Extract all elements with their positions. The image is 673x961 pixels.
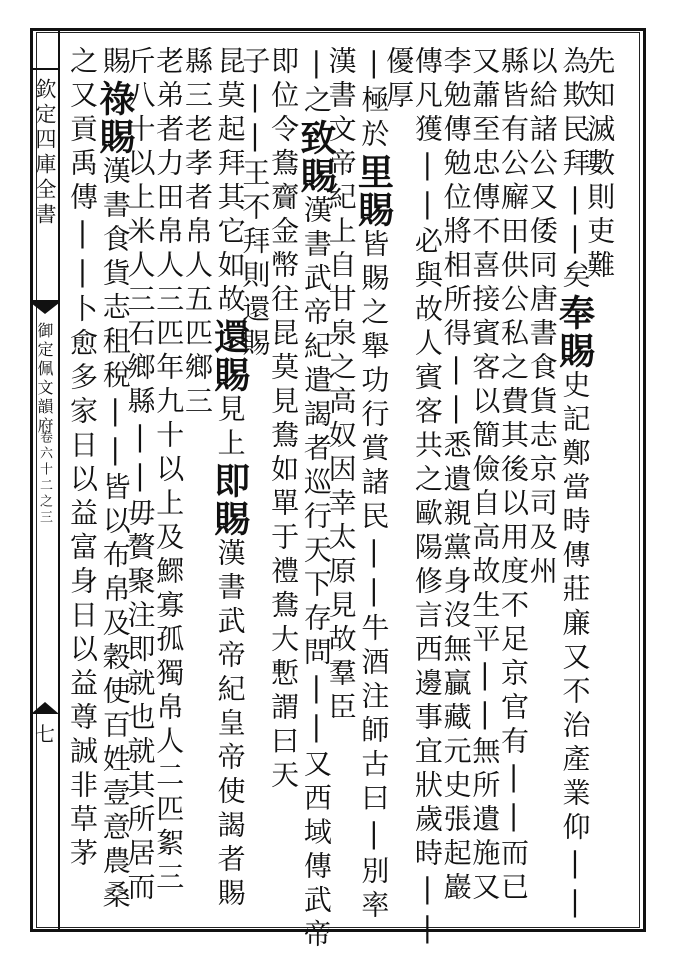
text-run: 老弟者力田帛人三匹年九十以上及鰥寡孤獨帛人二匹絮三 bbox=[152, 46, 186, 896]
text-run: 子||王不拜則還賜 bbox=[238, 46, 272, 362]
text-run: 漢書武帝紀皇帝使謁者賜 bbox=[213, 538, 247, 912]
text-column bbox=[208, 46, 251, 912]
headword: 還賜 bbox=[208, 318, 251, 394]
text-run: 傳凡獲||必與故人賓客共之歐陽修言西邊事宜狀歲時|| bbox=[410, 46, 444, 950]
text-column bbox=[66, 46, 99, 872]
text-run: 漢書文帝紀上自甘泉之高奴因幸太原見故羣臣 bbox=[324, 46, 358, 726]
margin-volume: 卷六十二之三 bbox=[37, 430, 52, 526]
text-run: 史記鄭當時傳莊廉又不治產業仰|| bbox=[558, 370, 592, 924]
text-run: |極於 bbox=[357, 46, 391, 153]
text-run: 漢書食貨志租稅||皆以布帛及穀使百姓壹意農桑 bbox=[98, 156, 132, 914]
text-run: 李勉傳勉位將相所得||悉遺親黨身沒無贏藏元史張起巖 bbox=[439, 46, 473, 906]
text-run: 縣皆有公廨田供公私之費其後以用度不足京官有||而已 bbox=[497, 46, 531, 906]
text-run: 又蕭至忠傳不喜接賓客以簡儉自高故生平||無所遺施又 bbox=[468, 46, 502, 906]
text-column bbox=[267, 46, 301, 794]
text-column bbox=[525, 46, 559, 590]
text-run: 見上 bbox=[213, 394, 247, 462]
text-column bbox=[152, 46, 186, 896]
headword: 即賜 bbox=[208, 462, 251, 538]
text-column bbox=[553, 46, 596, 924]
headword: 里賜 bbox=[352, 153, 395, 229]
text-column bbox=[410, 46, 444, 950]
text-column bbox=[352, 46, 395, 924]
text-run: 先知滅數則吏難 bbox=[583, 46, 617, 284]
text-run: 昆莫起拜其它如故 bbox=[213, 46, 247, 318]
text-run: 皆賜之舉功行賞諸民||牛酒注師古曰|別率 bbox=[357, 229, 391, 924]
text-run: 賜 bbox=[98, 46, 132, 80]
text-column bbox=[180, 46, 214, 420]
fishtail-mark-top bbox=[31, 300, 59, 316]
text-run: 為欺民拜||矣 bbox=[558, 46, 592, 294]
text-column bbox=[93, 46, 136, 914]
text-run: 斤八十以上米人三石鄉縣||毋贅聚注即就也就其所居而 bbox=[123, 46, 157, 906]
text-run: 縣三老孝者帛人五匹鄉三 bbox=[180, 46, 214, 420]
fishtail-mark-bottom bbox=[31, 700, 59, 716]
text-column bbox=[468, 46, 502, 906]
text-run: 漢書武帝紀遣謁者巡行天下存問||又西域傳武帝 bbox=[299, 195, 333, 953]
book-title: 欽定四庫全書 bbox=[33, 78, 57, 228]
page-number: 七 bbox=[35, 722, 55, 746]
text-run: 以給諸公又倭同唐書食貨志京司及州 bbox=[525, 46, 559, 590]
text-column bbox=[439, 46, 473, 906]
text-run: 優厚 bbox=[382, 46, 416, 114]
headword: 祿賜 bbox=[93, 80, 136, 156]
margin-rule-top bbox=[30, 68, 60, 70]
text-run: 之 bbox=[66, 46, 99, 80]
headword: 致賜 bbox=[294, 119, 337, 195]
text-run: 即位令鴦齎金幣往昆莫見鴦如單于禮鴦大慙謂曰天 bbox=[267, 46, 301, 794]
headword: 奉賜 bbox=[553, 294, 596, 370]
text-run: 又貢禹傳||卜愈多家日以益富身日以益尊誠非草茅 bbox=[66, 80, 99, 872]
margin-subtitle: 御定佩文韻府 bbox=[35, 322, 54, 436]
text-column bbox=[497, 46, 531, 906]
text-run: |之 bbox=[299, 46, 333, 119]
text-column bbox=[294, 46, 337, 953]
